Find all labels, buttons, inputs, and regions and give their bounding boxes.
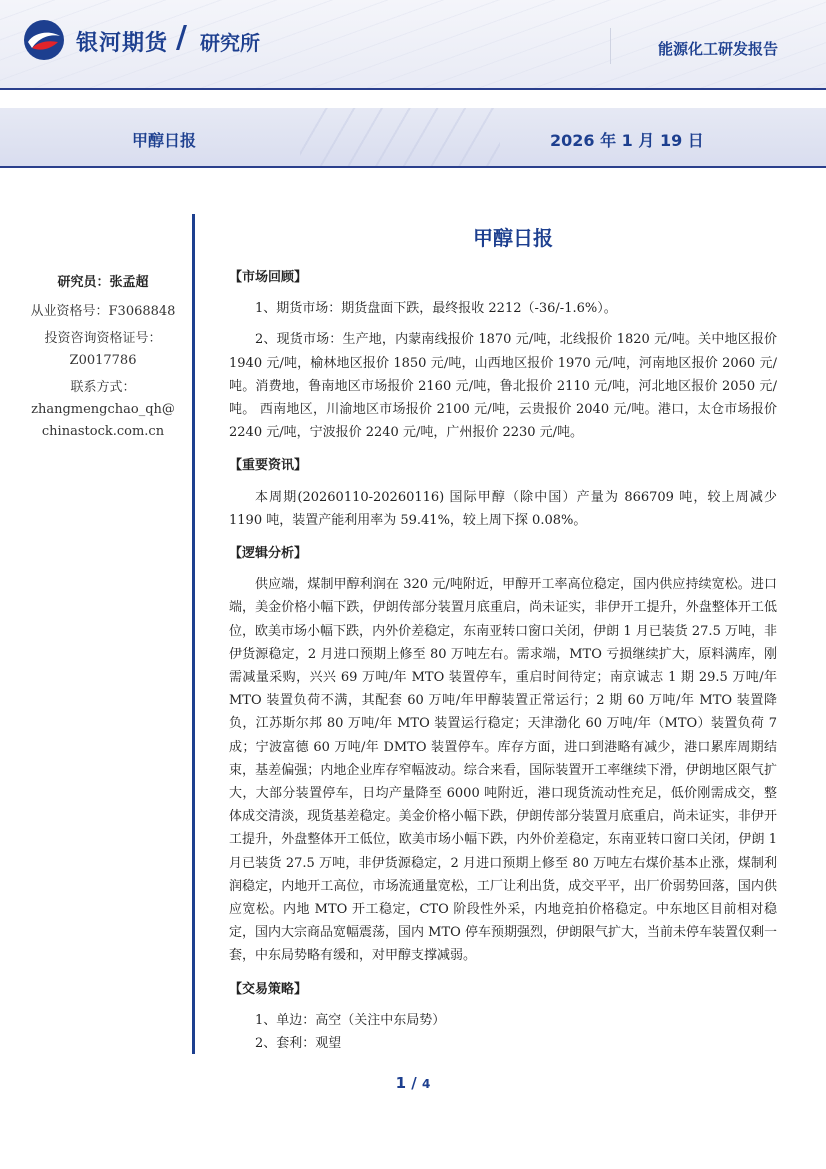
header-divider-slash: / [176, 20, 187, 55]
spot-market-paragraph: 2、现货市场：生产地，内蒙南线报价 1870 元/吨，北线报价 1820 元/吨。关中地区报价 1940 元/吨，榆林地区报价 1850 元/吨，山西地区报价 1970 元/吨，河南地区报价 2060 元/吨。消费地，鲁南地区市场报价 2160 元/吨，鲁北报价 2110 元/吨，河北地区报价 2050 元/吨。 西南地区，川渝地区市场报价 2100 元/吨，云贵报价 2040 元/吨。港口，太仓市场报价 2240 元/吨，宁波报价 2240 元/吨，广州报价 2230 元/吨。 [229, 332, 777, 441]
page-separator: / [406, 1074, 422, 1092]
news-paragraph: 本周期(20260110-20260116) 国际甲醇（除中国）产量为 866709 吨，较上周减少 1190 吨，装置产能利用率为 59.41%，较上周下探 0.08%。 [229, 489, 777, 528]
page-total: 4 [422, 1077, 431, 1091]
strategy-item-single: 1、单边：高空（关注中东局势） [255, 1012, 446, 1028]
report-type: 能源化工研发报告 [657, 40, 778, 58]
strategy-item-arbitrage: 2、套利：观望 [255, 1036, 342, 1052]
header-rule [0, 88, 826, 90]
futures-market-paragraph: 1、期货市场：期货盘面下跌，最终报收 2212（-36/-1.6%）。 [255, 301, 617, 317]
band-title: 甲醇日报 [132, 131, 197, 150]
consult-license-label: 投资咨询资格证号： [44, 331, 162, 346]
section-heading-strategy: 【交易策略】 [229, 981, 308, 997]
title-band-rule [0, 166, 826, 168]
analyst-sidebar [20, 272, 186, 443]
consult-license-number: Z0017786 [69, 353, 137, 368]
galaxy-futures-logo-icon [22, 18, 66, 62]
logic-paragraph: 供应端，煤制甲醇利润在 320 元/吨附近，甲醇开工率高位稳定，国内供应持续宽松。进口端，美金价格小幅下跌，伊朗传部分装置月底重启，尚未证实，非伊开工提升，外盘整体开工低位，欧美市场小幅下跌，内外价差稳定，东南亚转口窗口关闭，伊朗 1 月已装货 27.5 万吨，非伊货源稳定，2 月进口预期上修至 80 万吨左右。需求端，MTO 亏损继续扩大，原料满库，刚需减量采购，兴兴 69 万吨/年 MTO 装置停车，重启时间待定；南京诚志 1 期 29.5 万吨/年 MTO 装置负荷不满，其配套 60 万吨/年甲醇装置正常运行；2 期 60 万吨/年 MTO 装置降负，江苏斯尔邦 80 万吨/年 MTO 装置运行稳定；天津渤化 60 万吨/年（MTO）装置负荷 7 成；宁波富德 60 万吨/年 DMTO 装置停车。库存方面，进口到港略有减少，港口累库周期结束，基差偏强；内地企业库存窄幅波动。综合来看，国际装置开工率继续下滑，伊朗地区限气扩大，大部分装置停车，日均产量降至 6000 吨附近，港口现货流动性充足，低价刚需成交，整体成交清淡，现货基差稳定。美金价格小幅下跌，伊朗传部分装置月底重启，尚未证实，非伊开工提升，外盘整体开工低位，欧美市场小幅下跌，内外价差稳定，东南亚转口窗口关闭，伊朗 1 月已装货 27.5 万吨，非伊货源稳定，2 月进口预期上修至 80 万吨左右煤价基本止涨，煤制利润稳定，内地开工高位，市场流通量宽松，工厂让利出货，成交平平，出厂价弱势回落，国内供应宽松。内地 MTO 开工稳定，CTO 阶段性外采，内地竞拍价格稳定。中东地区目前相对稳定，国内大宗商品宽幅震荡，国内 MTO 停车预期强烈，伊朗限气扩大，当前未停车装置仅剩一套，中东局势略有缓和，对甲醇支撑减弱。 [229, 577, 777, 964]
contact-label: 联系方式： [70, 380, 136, 395]
license-number: 从业资格号：F3068848 [30, 304, 176, 319]
report-header [0, 0, 826, 88]
page-current: 1 [395, 1074, 407, 1092]
title-band-pattern [300, 108, 500, 166]
section-heading-logic: 【逻辑分析】 [229, 546, 308, 562]
contact-email-line2: chinastock.com.cn [41, 424, 165, 439]
page-number [0, 1074, 826, 1092]
section-heading-market-review: 【市场回顾】 [229, 270, 308, 285]
sidebar-divider [192, 214, 195, 1054]
title-band [0, 108, 826, 166]
document-title: 甲醇日报 [473, 226, 553, 250]
report-date: 2026 年 1 月 19 日 [550, 131, 704, 150]
section-heading-news: 【重要资讯】 [229, 458, 308, 474]
contact-email-line1: zhangmengchao_qh@ [31, 402, 175, 417]
company-name: 银河期货 [76, 31, 169, 56]
header-divider [610, 28, 611, 64]
institute-name: 研究所 [200, 31, 260, 55]
report-body [229, 266, 777, 1055]
analyst-name: 研究员：张孟超 [57, 275, 149, 290]
